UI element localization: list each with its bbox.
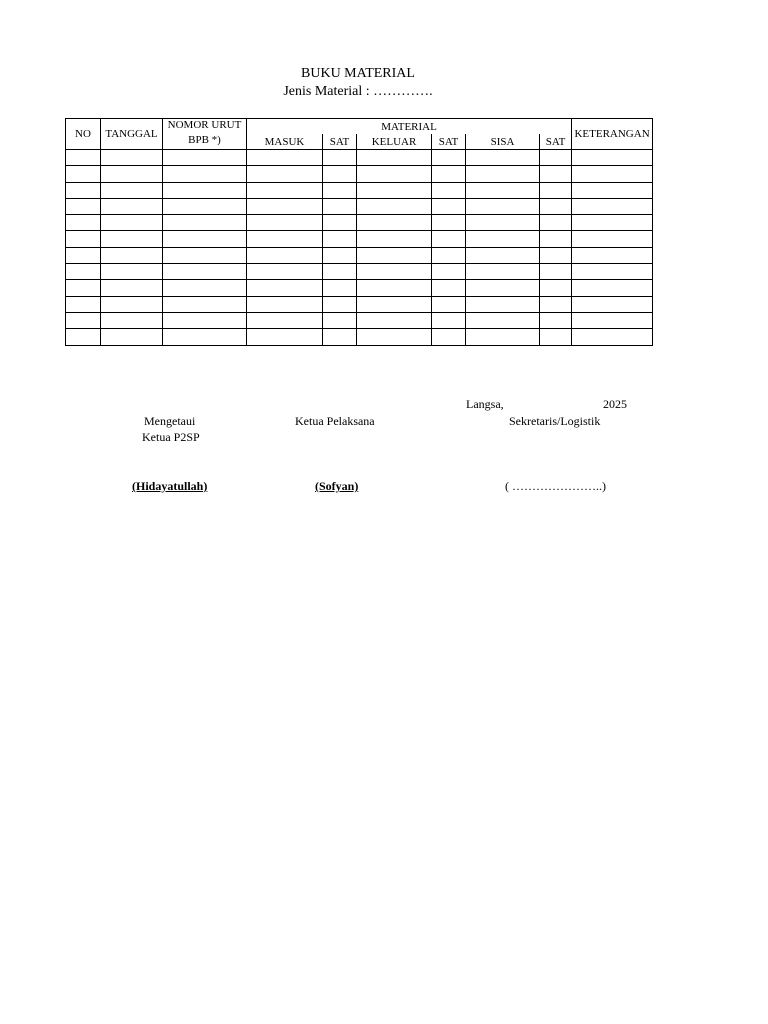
table-cell — [247, 182, 323, 198]
signatory-name-2: (Sofyan) — [315, 479, 359, 493]
table-cell — [66, 215, 101, 231]
table-cell — [66, 166, 101, 182]
table-cell — [466, 198, 540, 214]
table-cell — [357, 296, 432, 312]
table-cell — [101, 329, 163, 345]
ketua-pelaksana-label: Ketua Pelaksana — [295, 414, 375, 428]
header-sat-sisa: SAT — [540, 134, 572, 150]
header-tanggal: TANGGAL — [101, 119, 163, 150]
table-cell — [66, 182, 101, 198]
year-label: 2025 — [603, 397, 627, 411]
signatory-name-1: (Hidayatullah) — [132, 479, 208, 493]
table-cell — [323, 182, 357, 198]
table-row — [66, 215, 653, 231]
table-cell — [66, 198, 101, 214]
table-cell — [540, 150, 572, 166]
table-cell — [323, 264, 357, 280]
table-cell — [247, 280, 323, 296]
table-row — [66, 166, 653, 182]
table-cell — [466, 215, 540, 231]
table-cell — [163, 329, 247, 345]
table-cell — [572, 182, 653, 198]
table-cell — [323, 198, 357, 214]
place-label: Langsa, — [466, 397, 504, 411]
table-cell — [101, 231, 163, 247]
table-cell — [572, 264, 653, 280]
table-cell — [357, 280, 432, 296]
table-cell — [163, 182, 247, 198]
table-cell — [247, 150, 323, 166]
table-cell — [101, 182, 163, 198]
table-cell — [247, 312, 323, 328]
header-nomor-urut: NOMOR URUT — [163, 119, 247, 135]
header-keluar: KELUAR — [357, 134, 432, 150]
table-row — [66, 231, 653, 247]
table-cell — [466, 264, 540, 280]
header-sat-keluar: SAT — [432, 134, 466, 150]
header-no: NO — [66, 119, 101, 150]
table-cell — [432, 150, 466, 166]
table-cell — [540, 166, 572, 182]
header-material: MATERIAL — [247, 119, 572, 135]
table-cell — [357, 198, 432, 214]
table-cell — [540, 280, 572, 296]
table-cell — [466, 182, 540, 198]
table-cell — [357, 182, 432, 198]
table-cell — [432, 215, 466, 231]
table-cell — [163, 264, 247, 280]
table-cell — [163, 296, 247, 312]
table-cell — [466, 166, 540, 182]
table-cell — [572, 198, 653, 214]
table-cell — [101, 198, 163, 214]
table-cell — [163, 150, 247, 166]
header-sisa: SISA — [466, 134, 540, 150]
table-cell — [572, 166, 653, 182]
table-cell — [247, 329, 323, 345]
table-cell — [466, 329, 540, 345]
table-cell — [323, 280, 357, 296]
table-cell — [66, 150, 101, 166]
table-cell — [101, 166, 163, 182]
table-cell — [540, 215, 572, 231]
table-cell — [247, 198, 323, 214]
header-bpb: BPB *) — [163, 134, 247, 150]
table-cell — [247, 166, 323, 182]
table-cell — [163, 231, 247, 247]
table-row — [66, 280, 653, 296]
material-type-label: Jenis Material : …………. — [283, 84, 433, 99]
table-cell — [323, 247, 357, 263]
mengetahui-label: Mengetaui — [144, 414, 196, 428]
signatory-name-3: ( …………………..) — [505, 479, 606, 493]
table-cell — [247, 264, 323, 280]
table-cell — [101, 150, 163, 166]
table-row — [66, 264, 653, 280]
table-row — [66, 182, 653, 198]
table-cell — [466, 247, 540, 263]
table-row — [66, 329, 653, 345]
table-cell — [540, 231, 572, 247]
table-cell — [323, 166, 357, 182]
table-cell — [572, 247, 653, 263]
table-row — [66, 150, 653, 166]
table-cell — [432, 231, 466, 247]
table-cell — [323, 150, 357, 166]
table-cell — [66, 247, 101, 263]
table-cell — [466, 150, 540, 166]
table-cell — [163, 215, 247, 231]
table-cell — [540, 296, 572, 312]
table-cell — [572, 312, 653, 328]
table-cell — [432, 312, 466, 328]
table-cell — [432, 247, 466, 263]
table-cell — [466, 280, 540, 296]
table-cell — [66, 264, 101, 280]
table-cell — [540, 264, 572, 280]
page-title: BUKU MATERIAL — [301, 66, 415, 81]
table-cell — [66, 280, 101, 296]
table-cell — [247, 231, 323, 247]
table-row — [66, 198, 653, 214]
sekretaris-label: Sekretaris/Logistik — [509, 414, 601, 428]
table-cell — [357, 312, 432, 328]
table-cell — [572, 215, 653, 231]
table-cell — [163, 247, 247, 263]
table-cell — [540, 247, 572, 263]
table-cell — [357, 166, 432, 182]
header-sat-masuk: SAT — [323, 134, 357, 150]
ledger-body — [66, 150, 653, 346]
table-cell — [540, 329, 572, 345]
table-cell — [66, 231, 101, 247]
table-cell — [323, 296, 357, 312]
table-cell — [247, 247, 323, 263]
table-cell — [357, 215, 432, 231]
table-cell — [101, 296, 163, 312]
table-cell — [466, 296, 540, 312]
table-cell — [66, 329, 101, 345]
table-cell — [247, 215, 323, 231]
table-cell — [323, 312, 357, 328]
table-cell — [357, 231, 432, 247]
table-cell — [432, 264, 466, 280]
table-row — [66, 247, 653, 263]
table-row — [66, 296, 653, 312]
material-ledger-table — [65, 118, 653, 346]
table-cell — [323, 231, 357, 247]
table-cell — [540, 182, 572, 198]
table-cell — [540, 198, 572, 214]
table-cell — [323, 215, 357, 231]
table-cell — [247, 296, 323, 312]
header-keterangan: KETERANGAN — [572, 119, 653, 150]
table-cell — [357, 329, 432, 345]
table-cell — [540, 312, 572, 328]
table-cell — [432, 296, 466, 312]
table-cell — [572, 231, 653, 247]
table-cell — [357, 264, 432, 280]
table-cell — [357, 150, 432, 166]
table-cell — [163, 280, 247, 296]
table-cell — [101, 264, 163, 280]
table-cell — [101, 215, 163, 231]
table-cell — [432, 329, 466, 345]
table-cell — [357, 247, 432, 263]
table-cell — [432, 198, 466, 214]
table-cell — [323, 329, 357, 345]
table-cell — [66, 296, 101, 312]
table-cell — [163, 312, 247, 328]
ketua-p2sp-label: Ketua P2SP — [142, 430, 200, 444]
table-cell — [101, 247, 163, 263]
table-row — [66, 312, 653, 328]
table-cell — [572, 296, 653, 312]
table-cell — [163, 166, 247, 182]
table-cell — [101, 280, 163, 296]
table-cell — [466, 312, 540, 328]
table-cell — [432, 182, 466, 198]
table-cell — [572, 280, 653, 296]
table-cell — [66, 312, 101, 328]
table-cell — [432, 280, 466, 296]
header-masuk: MASUK — [247, 134, 323, 150]
table-cell — [572, 329, 653, 345]
table-cell — [432, 166, 466, 182]
table-cell — [466, 231, 540, 247]
table-cell — [163, 198, 247, 214]
table-cell — [572, 150, 653, 166]
table-cell — [101, 312, 163, 328]
